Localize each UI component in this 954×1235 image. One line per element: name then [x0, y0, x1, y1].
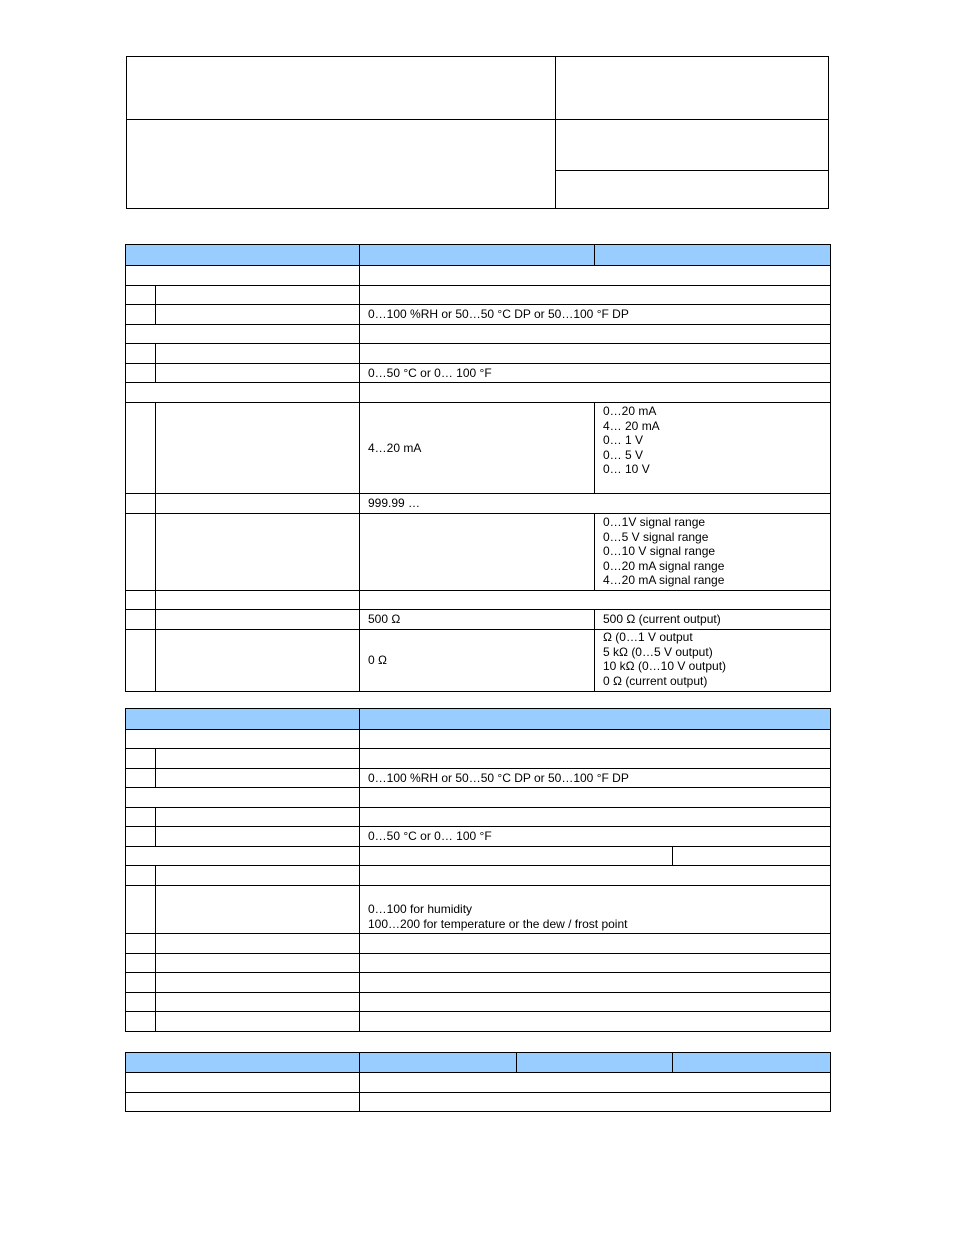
value-cell — [360, 344, 831, 364]
index-cell — [126, 344, 156, 364]
table-header-row — [126, 245, 831, 266]
option-line: 0… 1 V — [603, 433, 644, 447]
header-cell — [126, 245, 360, 266]
label-cell — [156, 808, 360, 827]
header-cell — [673, 1053, 831, 1073]
option-line: 0… 5 V — [603, 447, 644, 462]
table-row — [126, 954, 831, 973]
index-cell — [126, 610, 156, 630]
address-range-value — [360, 886, 831, 934]
value-cell — [360, 325, 831, 344]
label-cell — [156, 769, 360, 788]
label-cell — [156, 954, 360, 973]
option-line: 5 kΩ (0…5 V output) — [603, 644, 713, 659]
table-row — [126, 383, 831, 403]
table-row — [126, 325, 831, 344]
table-row — [126, 1073, 831, 1093]
option-line: Ω (0…1 V output — [603, 630, 693, 644]
table-row — [126, 610, 831, 630]
header-cell — [126, 1053, 360, 1073]
section-label — [126, 325, 360, 344]
max-load-default: 500 Ω — [360, 610, 595, 630]
index-cell — [126, 305, 156, 325]
option-line: 0…20 mA signal range — [603, 558, 725, 573]
value-cell — [360, 1073, 831, 1093]
header-divider-right — [555, 170, 829, 171]
index-cell — [126, 808, 156, 827]
index-cell — [126, 993, 156, 1012]
label-cell — [156, 934, 360, 954]
table-row — [126, 934, 831, 954]
table-row — [126, 630, 831, 692]
temperature-range-value: 0…50 °C or 0… 100 °F — [360, 364, 831, 383]
value-cell — [360, 591, 831, 610]
table-row — [126, 1093, 831, 1112]
section-label — [126, 847, 360, 866]
label-cell — [156, 993, 360, 1012]
table-row — [126, 286, 831, 305]
option-line: 4… 20 mA — [603, 418, 660, 433]
header-cell — [360, 245, 595, 266]
index-cell — [126, 827, 156, 847]
table-row — [126, 808, 831, 827]
header-cell — [360, 1053, 517, 1073]
label-cell — [156, 286, 360, 305]
value-cell — [360, 266, 831, 286]
index-cell — [126, 494, 156, 514]
label-cell — [156, 591, 360, 610]
table-row — [126, 866, 831, 886]
table-row — [126, 749, 831, 769]
label-cell — [126, 1073, 360, 1093]
value-cell — [360, 847, 673, 866]
max-load-options: 500 Ω (current output) — [595, 610, 831, 630]
value-cell — [360, 993, 831, 1012]
section-label — [126, 266, 360, 286]
label-cell — [126, 1093, 360, 1112]
label-cell — [156, 403, 360, 494]
document-header-box — [126, 56, 829, 209]
table-row — [126, 364, 831, 383]
table-row — [126, 973, 831, 993]
value-cell — [360, 1012, 831, 1032]
table-header-row — [126, 1053, 831, 1073]
label-cell — [156, 1012, 360, 1032]
table-row — [126, 847, 831, 866]
index-cell — [126, 403, 156, 494]
header-cell — [595, 245, 831, 266]
option-line: 0 Ω (current output) — [603, 673, 708, 688]
table-row — [126, 591, 831, 610]
min-load-default: 0 Ω — [360, 630, 595, 692]
option-line: 0…20 mA — [603, 404, 657, 418]
bottom-spec-table — [125, 1052, 831, 1112]
label-cell — [156, 749, 360, 769]
label-cell — [156, 630, 360, 692]
label-cell — [156, 514, 360, 591]
index-cell — [126, 749, 156, 769]
table-row — [126, 769, 831, 788]
value-cell — [360, 788, 831, 808]
table-row — [126, 993, 831, 1012]
label-cell — [156, 886, 360, 934]
value-cell — [360, 808, 831, 827]
min-load-options — [595, 630, 831, 692]
label-cell — [156, 305, 360, 325]
option-line: 10 kΩ (0…10 V output) — [603, 659, 727, 673]
value-cell — [360, 973, 831, 993]
address-line: 100…200 for temperature or the dew / frost point — [368, 916, 628, 931]
header-cell — [126, 709, 360, 730]
table-row — [126, 886, 831, 934]
value-cell — [360, 514, 595, 591]
option-line: 4…20 mA signal range — [603, 573, 725, 587]
option-line: 0…10 V signal range — [603, 544, 716, 558]
temperature-range-value: 0…50 °C or 0… 100 °F — [360, 827, 831, 847]
index-cell — [126, 886, 156, 934]
table-row — [126, 494, 831, 514]
option-line: 0…5 V signal range — [603, 529, 709, 544]
header-divider-vertical — [555, 56, 556, 209]
value-cell — [360, 866, 831, 886]
output-signal-default: 4…20 mA — [360, 403, 595, 494]
value-cell — [360, 749, 831, 769]
signal-range-options — [595, 514, 831, 591]
digital-spec-table — [125, 708, 831, 1032]
analog-output-spec-table — [125, 244, 831, 692]
table-row — [126, 305, 831, 325]
index-cell — [126, 973, 156, 993]
address-line: 0…100 for humidity — [368, 902, 473, 916]
label-cell — [156, 364, 360, 383]
humidity-range-value: 0…100 %RH or 50…50 °C DP or 50…100 °F DP — [360, 305, 831, 325]
value-cell — [360, 954, 831, 973]
value-cell — [360, 1093, 831, 1112]
output-signal-options — [595, 403, 831, 494]
label-cell — [156, 344, 360, 364]
index-cell — [126, 630, 156, 692]
label-cell — [156, 827, 360, 847]
section-label — [126, 383, 360, 403]
value-cell — [360, 934, 831, 954]
table-row — [126, 514, 831, 591]
value-cell — [673, 847, 831, 866]
index-cell — [126, 934, 156, 954]
header-divider-horizontal — [126, 119, 829, 120]
table-row — [126, 1012, 831, 1032]
table-header-row — [126, 709, 831, 730]
header-cell — [517, 1053, 673, 1073]
table-row — [126, 730, 831, 749]
index-cell — [126, 1012, 156, 1032]
table-row — [126, 266, 831, 286]
index-cell — [126, 364, 156, 383]
index-cell — [126, 866, 156, 886]
value-cell — [360, 730, 831, 749]
section-label — [126, 788, 360, 808]
label-cell — [156, 494, 360, 514]
option-line: 0…1V signal range — [603, 515, 706, 529]
option-line: 0… 10 V — [603, 462, 650, 476]
label-cell — [156, 973, 360, 993]
label-cell — [156, 610, 360, 630]
index-cell — [126, 514, 156, 591]
table-row — [126, 788, 831, 808]
header-cell — [360, 709, 831, 730]
table-row — [126, 344, 831, 364]
humidity-range-value: 0…100 %RH or 50…50 °C DP or 50…100 °F DP — [360, 769, 831, 788]
scaling-value: 999.99 … — [360, 494, 831, 514]
index-cell — [126, 954, 156, 973]
index-cell — [126, 591, 156, 610]
section-label — [126, 730, 360, 749]
table-row — [126, 827, 831, 847]
table-row — [126, 403, 831, 494]
label-cell — [156, 866, 360, 886]
value-cell — [360, 286, 831, 305]
index-cell — [126, 769, 156, 788]
value-cell — [360, 383, 831, 403]
index-cell — [126, 286, 156, 305]
